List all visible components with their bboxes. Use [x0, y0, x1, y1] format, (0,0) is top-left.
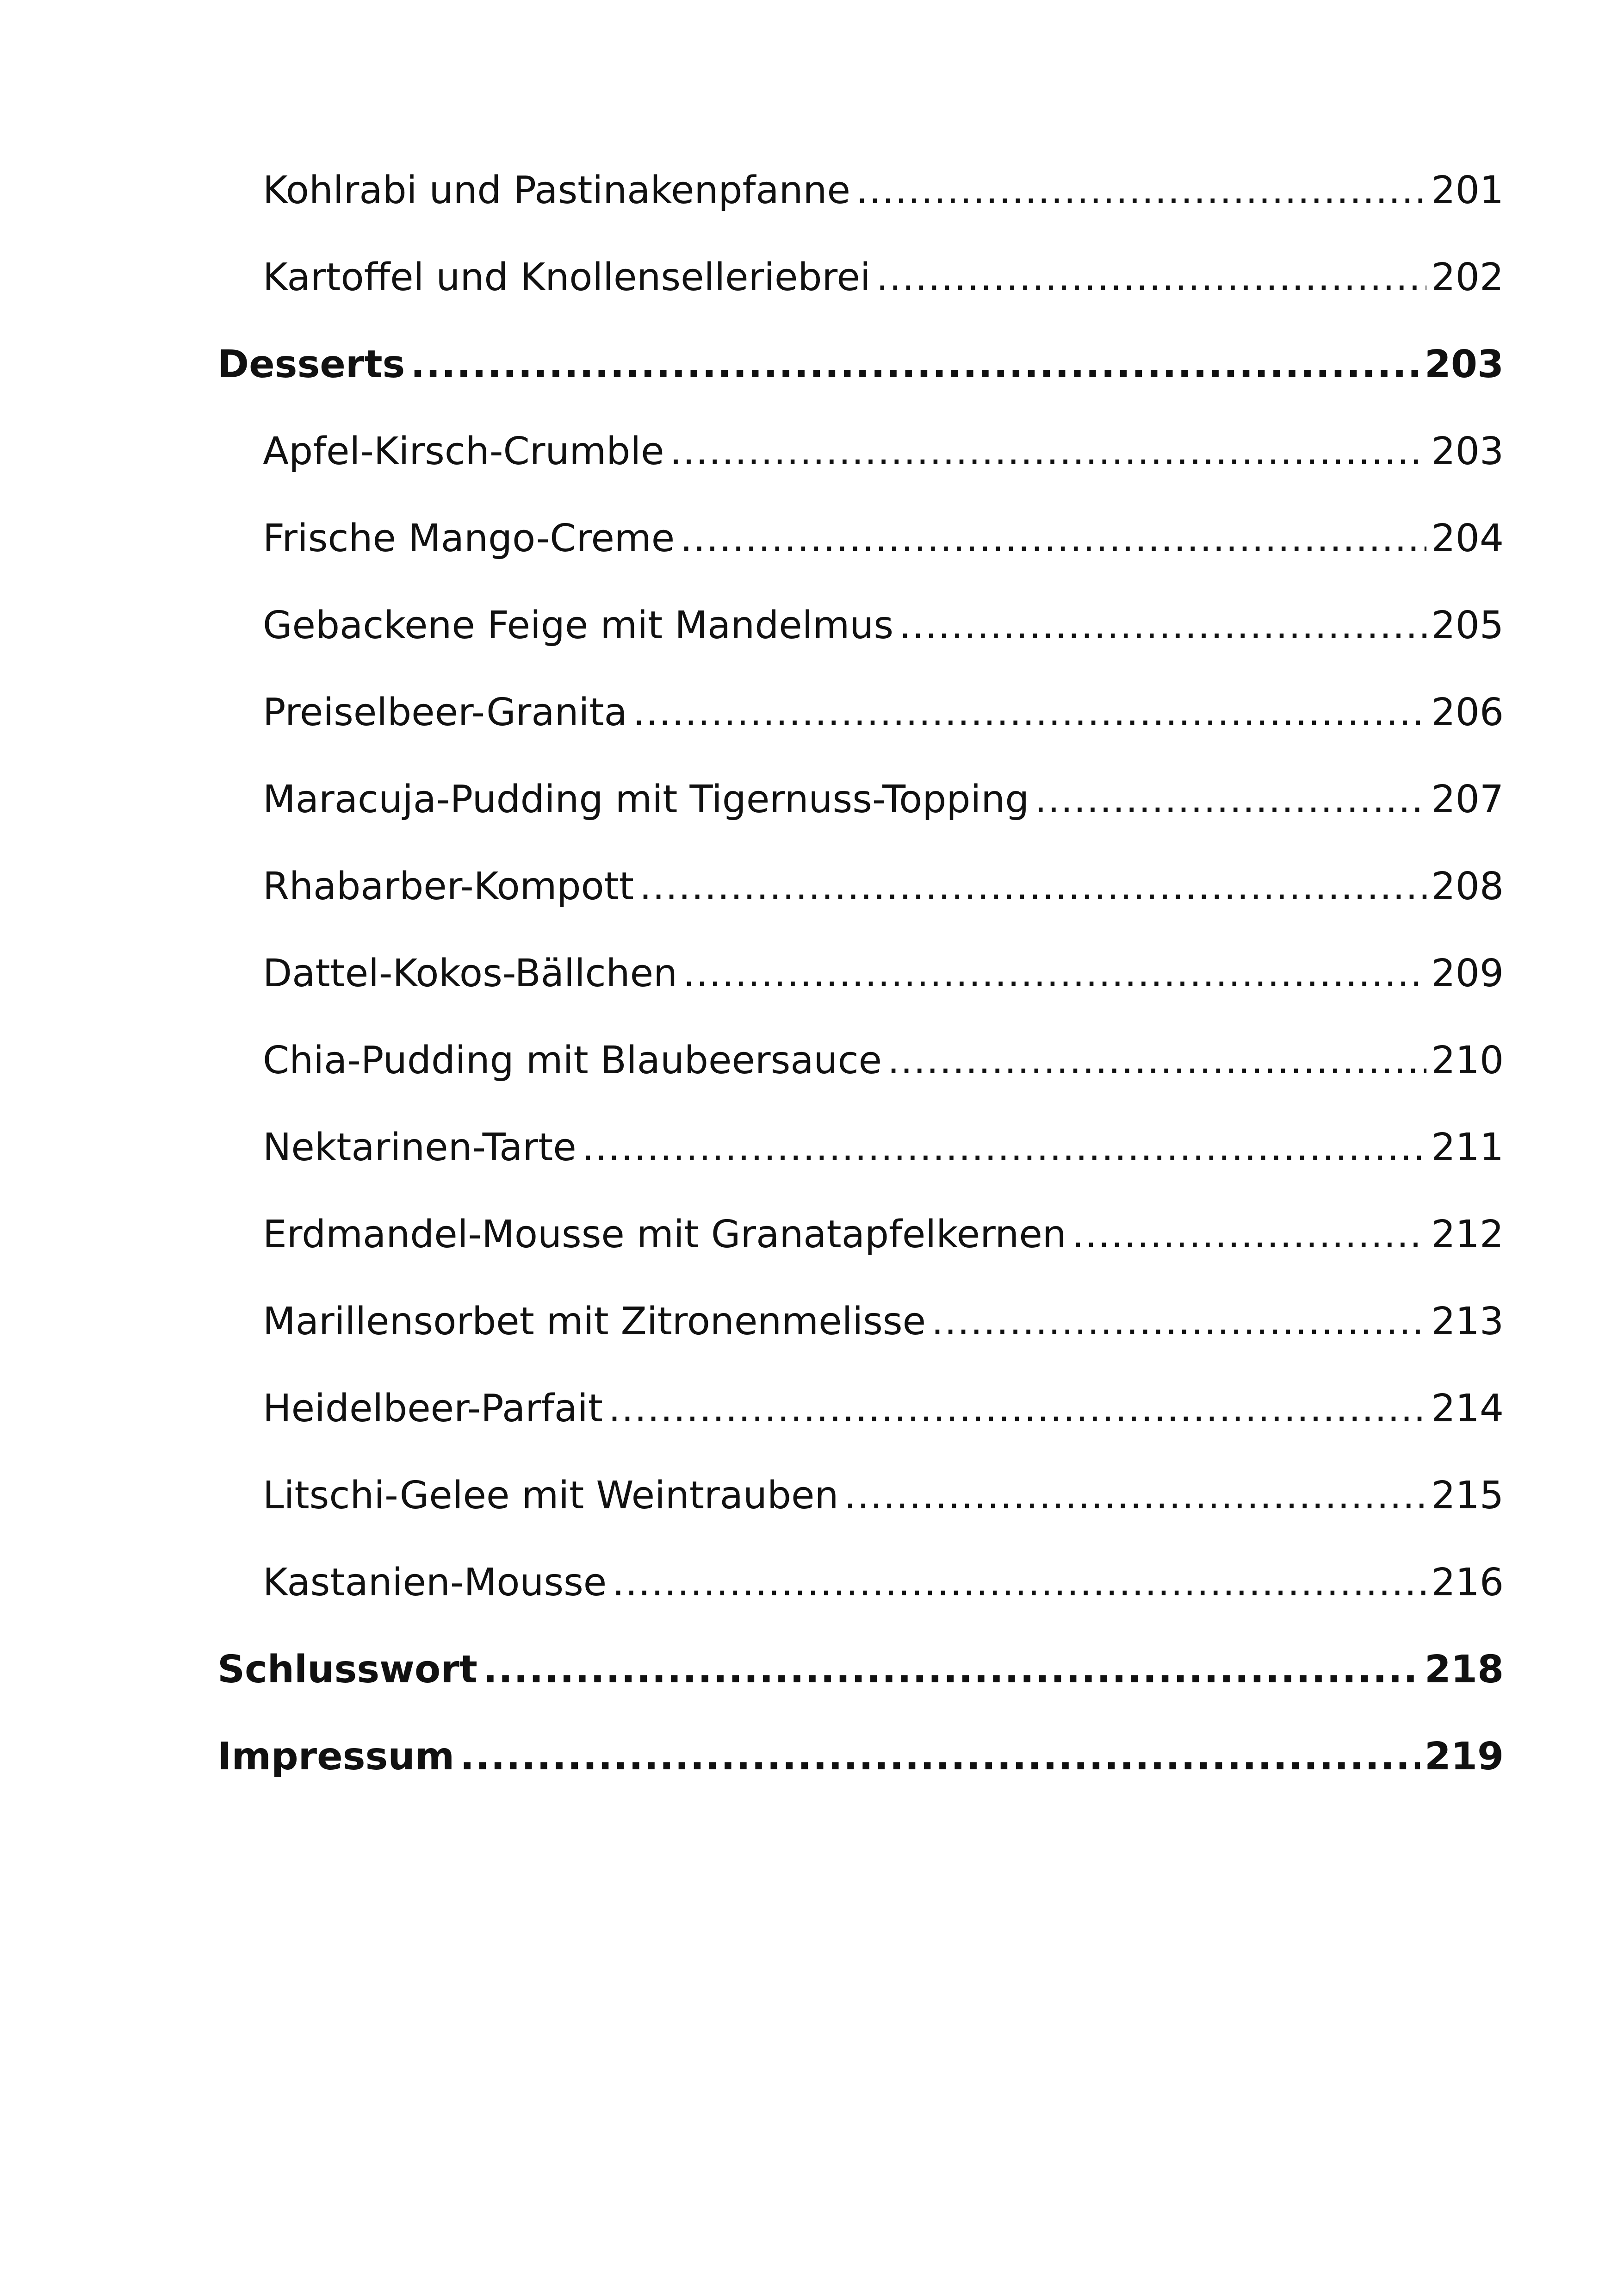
toc-entry-title: Apfel-Kirsch-Crumble: [263, 429, 664, 473]
toc-entry-title: Erdmandel-Mousse mit Granatapfelkernen: [263, 1213, 1066, 1257]
toc-entry-title: Marillensorbet mit Zitronenmelisse: [263, 1300, 926, 1344]
toc-page-number: 205: [1431, 604, 1504, 647]
toc-entry-preiselbeer-granita[interactable]: [217, 669, 1504, 756]
toc-entry-gebackene-feige[interactable]: [217, 582, 1504, 669]
toc-dot-leader: [844, 1452, 1426, 1539]
toc-entry-title: Chia-Pudding mit Blaubeersauce: [263, 1039, 882, 1083]
toc-dot-leader: [887, 1017, 1426, 1104]
toc-page-number: 218: [1424, 1648, 1504, 1692]
toc-page-number: 204: [1431, 516, 1504, 560]
toc-page-number: 202: [1431, 255, 1504, 299]
toc-dot-leader: [410, 321, 1420, 408]
toc-chapter-schlusswort[interactable]: [217, 1626, 1504, 1713]
toc-chapter-title: Impressum: [217, 1735, 455, 1779]
toc-dot-leader: [1035, 756, 1426, 843]
toc-entry-title: Gebackene Feige mit Mandelmus: [263, 604, 894, 647]
toc-entry-apfel-kirsch-crumble[interactable]: [217, 408, 1504, 495]
toc-entry-kartoffel-knollenselleriebrei[interactable]: [217, 234, 1504, 321]
toc-entry-title: Rhabarber-Kompott: [263, 865, 634, 908]
toc-page-number: 207: [1431, 778, 1504, 821]
toc-dot-leader: [683, 930, 1426, 1017]
toc-chapter-title: Desserts: [217, 342, 405, 386]
toc-page-number: 214: [1431, 1387, 1504, 1431]
toc-dot-leader: [856, 147, 1427, 234]
toc-page-number: 203: [1431, 429, 1504, 473]
toc-entry-title: Litschi-Gelee mit Weintrauben: [263, 1474, 839, 1518]
toc-dot-leader: [633, 669, 1427, 756]
toc-dot-leader: [876, 234, 1427, 321]
toc-dot-leader: [899, 582, 1426, 669]
toc-page-number: 209: [1431, 952, 1504, 996]
toc-dot-leader: [582, 1104, 1427, 1191]
toc-dot-leader: [483, 1626, 1420, 1713]
toc-entry-rhabarber-kompott[interactable]: [217, 843, 1504, 930]
toc-dot-leader: [680, 495, 1426, 582]
toc-entry-erdmandel-mousse[interactable]: [217, 1191, 1504, 1278]
toc-entry-title: Kastanien-Mousse: [263, 1561, 607, 1605]
toc-entry-title: Kohlrabi und Pastinakenpfanne: [263, 168, 850, 212]
toc-page-number: 213: [1431, 1300, 1504, 1344]
toc-chapter-title: Schlusswort: [217, 1648, 477, 1692]
toc-page-number: 210: [1431, 1039, 1504, 1083]
toc-entry-title: Maracuja-Pudding mit Tigernuss-Topping: [263, 778, 1029, 821]
toc-dot-leader: [1072, 1191, 1427, 1278]
toc-dot-leader: [612, 1539, 1426, 1626]
toc-page-number: 219: [1424, 1735, 1504, 1779]
toc-page-number: 201: [1431, 168, 1504, 212]
toc-entry-chia-pudding[interactable]: [217, 1017, 1504, 1104]
toc-entry-marillensorbet[interactable]: [217, 1278, 1504, 1365]
toc-entry-title: Preiselbeer-Granita: [263, 691, 627, 734]
toc-entry-nektarinen-tarte[interactable]: [217, 1104, 1504, 1191]
toc-dot-leader: [608, 1365, 1427, 1452]
toc-page-number: 211: [1431, 1126, 1504, 1170]
toc-dot-leader: [931, 1278, 1426, 1365]
toc-page-number: 208: [1431, 865, 1504, 908]
toc-entry-frische-mango-creme[interactable]: [217, 495, 1504, 582]
toc-page-number: 216: [1431, 1561, 1504, 1605]
toc-chapter-desserts[interactable]: [217, 321, 1504, 408]
toc-entry-litschi-gelee[interactable]: [217, 1452, 1504, 1539]
toc-page-number: 212: [1431, 1213, 1504, 1257]
toc-page-number: 203: [1424, 342, 1504, 386]
table-of-contents: [217, 147, 1504, 1800]
toc-entry-title: Nektarinen-Tarte: [263, 1126, 577, 1170]
toc-dot-leader: [670, 408, 1427, 495]
toc-entry-dattel-kokos-baellchen[interactable]: [217, 930, 1504, 1017]
toc-page-number: 206: [1431, 691, 1504, 734]
toc-entry-title: Heidelbeer-Parfait: [263, 1387, 603, 1431]
toc-entry-title: Frische Mango-Creme: [263, 516, 675, 560]
toc-entry-title: Dattel-Kokos-Bällchen: [263, 952, 678, 996]
toc-dot-leader: [639, 843, 1426, 930]
toc-chapter-impressum[interactable]: [217, 1713, 1504, 1800]
toc-entry-heidelbeer-parfait[interactable]: [217, 1365, 1504, 1452]
toc-page-number: 215: [1431, 1474, 1504, 1518]
toc-entry-maracuja-pudding[interactable]: [217, 756, 1504, 843]
toc-entry-title: Kartoffel und Knollenselleriebrei: [263, 255, 871, 299]
toc-entry-kastanien-mousse[interactable]: [217, 1539, 1504, 1626]
toc-entry-kohlrabi-pastinakenpfanne[interactable]: [217, 147, 1504, 234]
toc-dot-leader: [460, 1713, 1420, 1800]
